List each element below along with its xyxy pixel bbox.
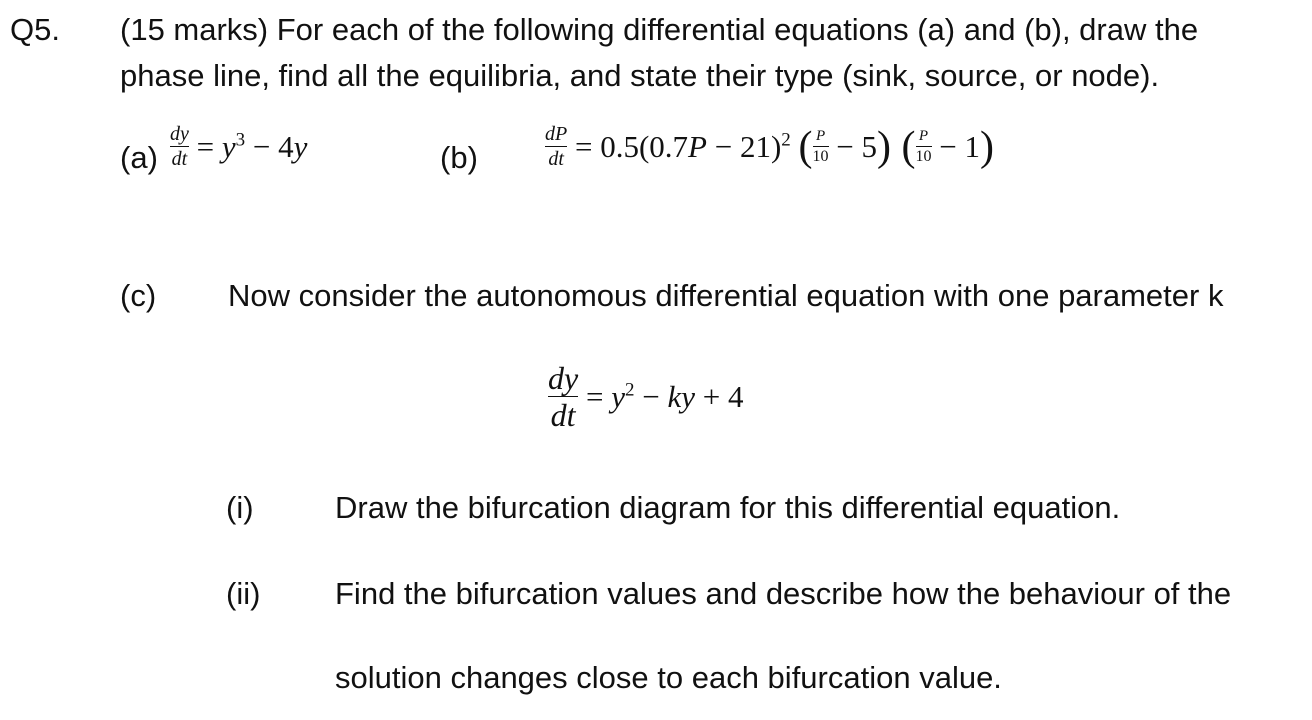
fraction-dp-dt: $\frac{dP}{dt}$ (545, 123, 568, 170)
part-a-label: (a) (120, 140, 158, 175)
question-intro-line2: phase line, find all the equilibria, and state their type (sink, source, or node). (120, 58, 1160, 93)
item-ii-label: (ii) (226, 576, 261, 611)
part-c-text: Now consider the autonomous differential equation with one parameter k (228, 278, 1224, 313)
item-ii-text-line2: solution changes close to each bifurcation value. (335, 660, 1002, 695)
equation-a: $\frac{dy}{dt}$ = $y^3 - 4y$ (170, 123, 308, 170)
part-b-label: (b) (440, 140, 478, 175)
equation-b: $\frac{dP}{dt}$ = $0.5(0.7P - 21)^2$ ( $\frac{P}{10}$ − 5 ) ( $\frac{P}{10}$ − 1 ) (545, 123, 994, 170)
item-ii-text-line1: Find the bifurcation values and describe how the behaviour of the (335, 576, 1232, 611)
part-c-label: (c) (120, 278, 157, 313)
fraction-dy-dt-large: $\frac{dy}{dt}$ (548, 360, 579, 433)
question-number: Q5. (10, 12, 60, 47)
fraction-dy-dt: $\frac{dy}{dt}$ (170, 123, 189, 170)
item-i-text: Draw the bifurcation diagram for this differential equation. (335, 490, 1121, 525)
equation-c: $\frac{dy}{dt}$ = $y^2$ − ky + 4 (548, 360, 744, 433)
question-intro-line1: (15 marks) For each of the following differential equations (a) and (b), draw the (120, 12, 1199, 47)
item-i-label: (i) (226, 490, 254, 525)
